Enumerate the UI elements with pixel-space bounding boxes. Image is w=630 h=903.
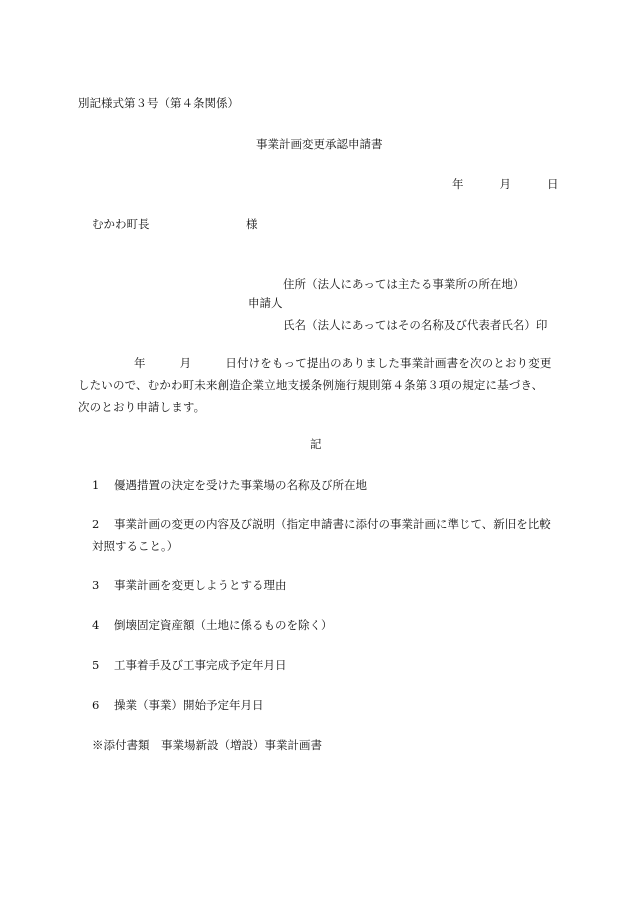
list-item	[92, 513, 554, 557]
item-number: 1	[92, 478, 100, 492]
item-number: 6	[92, 698, 100, 712]
list-item	[92, 694, 264, 716]
applicant-label: 申請人	[248, 296, 283, 310]
item-number: 4	[92, 618, 100, 632]
applicant-name-label: 氏名（法人にあってはその名称及び代表者氏名）印	[283, 318, 548, 332]
date-line	[452, 177, 559, 191]
form-number: 別記様式第３号（第４条関係）	[78, 96, 239, 110]
list-item	[92, 654, 287, 676]
item-text: 優遇措置の決定を受けた事業場の名称及び所在地	[114, 478, 367, 492]
date-day: 日	[547, 177, 559, 191]
list-item	[92, 574, 287, 596]
document-title: 事業計画変更承認申請書	[256, 137, 383, 151]
recipient-honorific: 様	[246, 217, 258, 231]
item-text: 事業計画の変更の内容及び説明（指定申請書に添付の事業計画に準じて、新旧を比較対照すること。）	[92, 517, 551, 553]
body-month: 月	[179, 356, 192, 370]
date-month: 月	[499, 177, 511, 191]
attachments-note: ※添付書類 事業場新設（増設）事業計画書	[92, 738, 322, 752]
item-text: 事業計画を変更しようとする理由	[114, 578, 287, 592]
list-item	[92, 474, 367, 496]
item-number: 5	[92, 658, 100, 672]
item-text: 工事着手及び工事完成予定年月日	[114, 658, 287, 672]
item-text: 倒壊固定資産額（土地に係るものを除く）	[114, 618, 333, 632]
body-text: 日付けをもって提出のありました事業計画書を次のとおり変更したいので、むかわ町未来創造企業立地支援条例施行規則第４条第３項の規定に基づき、次のとおり申請します。	[78, 356, 552, 414]
item-number: 3	[92, 578, 100, 592]
recipient-name: むかわ町長	[92, 217, 150, 231]
list-item	[92, 614, 333, 636]
body-year: 年	[134, 356, 146, 370]
item-text: 操業（事業）開始予定年月日	[114, 698, 264, 712]
ki-heading: 記	[310, 437, 322, 451]
date-year: 年	[452, 177, 464, 191]
item-number: 2	[92, 517, 100, 531]
request-paragraph	[78, 352, 554, 418]
applicant-address-label: 住所（法人にあっては主たる事業所の所在地）	[283, 277, 525, 291]
